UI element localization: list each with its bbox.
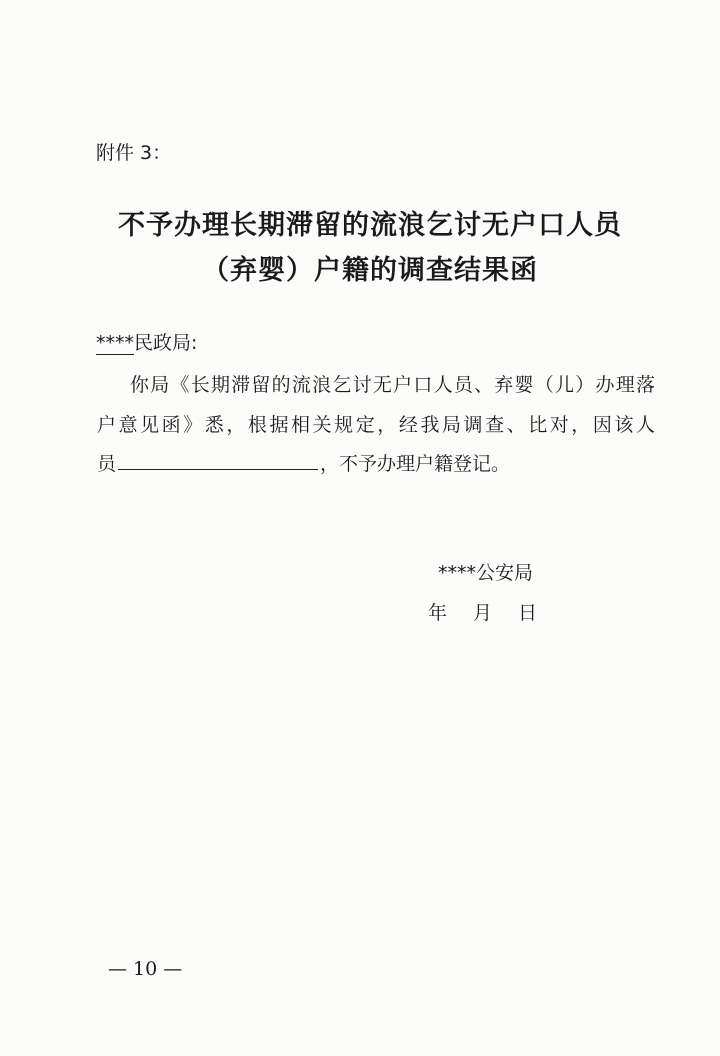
reason-blank-field <box>118 451 318 470</box>
document-title-line-1: 不予办理长期滞留的流浪乞讨无户口人员 <box>118 210 622 241</box>
attachment-label: 附件 3： <box>96 142 172 164</box>
body-line-1: 你局《长期滞留的流浪乞讨无户口人员、弃婴（儿）办理落 <box>130 374 655 396</box>
body-line-3-suffix: ，不予办理户籍登记。 <box>320 453 511 475</box>
signature-authority: ****公安局 <box>438 562 534 584</box>
addressee-name: 民政局: <box>134 332 198 354</box>
date-month: 月 <box>473 602 493 624</box>
body-line-2: 户意见函》悉，根据相关规定，经我局调查、比对，因该人 <box>97 414 655 436</box>
date-year: 年 <box>428 602 448 624</box>
body-line-3-prefix: 员 <box>97 453 117 475</box>
document-title-line-2: （弃婴）户籍的调查结果函 <box>202 255 538 286</box>
addressee-placeholder: **** <box>96 332 134 354</box>
date-day: 日 <box>518 602 538 624</box>
date-line <box>428 598 563 625</box>
addressee <box>96 328 197 355</box>
page-number: — 10 — <box>108 958 183 980</box>
body-line-3 <box>97 449 510 476</box>
